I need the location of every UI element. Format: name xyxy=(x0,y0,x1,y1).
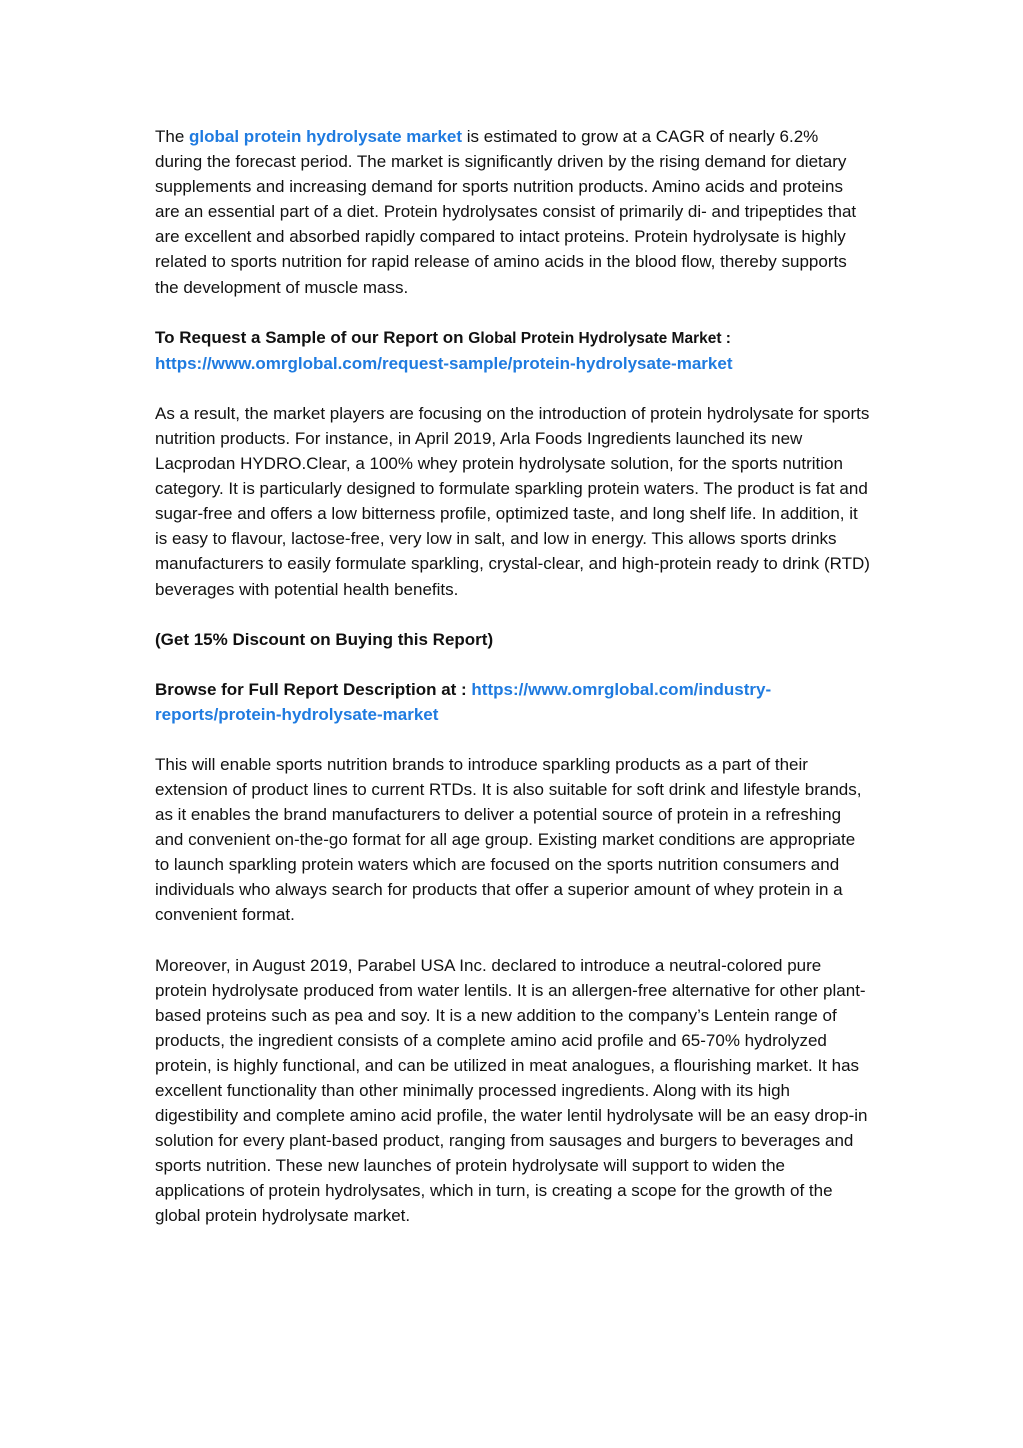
document-body xyxy=(155,124,870,1254)
intro-text-before: The xyxy=(155,127,190,146)
discount-line: (Get 15% Discount on Buying this Report) xyxy=(155,629,494,649)
full-report-link[interactable]: https://www.omrglobal.com/industry-reports/protein-hydrolysate-market xyxy=(155,679,772,724)
global-market-link[interactable]: global protein hydrolysate market xyxy=(189,127,463,146)
sample-request-link[interactable]: https://www.omrglobal.com/request-sample/protein-hydrolysate-market xyxy=(155,353,733,373)
parabel-paragraph: Moreover, in August 2019, Parabel USA Inc. declared to introduce a neutral-colored pure protein hydrolysate produced from water lentils. It is an allergen-free alternative for other plant-based proteins such as pea and soy. It is a new addition to the company’s Lentein range of products, the ingredient consists of a complete amino acid profile and 65-70% hydrolyzed protein, is highly functional, and can be utilized in meat analogues, a flourishing market. It has excellent functionality than other minimally processed ingredients. Along with its high digestibility and complete amino acid profile, the water lentil hydrolysate will be an easy drop-in solution for every plant-based product, ranging from sausages and burgers to beverages and sports nutrition. These new launches of protein hydrolysate will support to widen the applications of protein hydrolysates, which in turn, is creating a scope for the growth of the global protein hydrolysate market. xyxy=(155,955,868,1226)
intro-paragraph xyxy=(155,124,870,300)
sample-request-prefix: To Request a Sample of our Report on xyxy=(155,327,469,347)
intro-text-after: is estimated to grow at a CAGR of nearly 6.2% during the forecast period. The market is significantly driven by the rising demand for dietary supplements and increasing demand for sports nutrition products. Amino acids and proteins are an essential part of a diet. Protein hydrolysates consist of primarily di- and tripeptides that are excellent and absorbed rapidly compared to intact proteins. Protein hydrolysate is highly related to sports nutrition for rapid release of amino acids in the blood flow, thereby supports the development of muscle mass. xyxy=(155,127,857,297)
sample-request-paragraph xyxy=(155,325,870,376)
browse-paragraph xyxy=(155,677,870,727)
sample-report-name: Global Protein Hydrolysate Market : xyxy=(468,329,731,347)
market-players-paragraph: As a result, the market players are focusing on the introduction of protein hydrolysate for sports nutrition products. For instance, in April 2019, Arla Foods Ingredients launched its new Lacprodan HYDRO.Clear, a 100% whey protein hydrolysate solution, for the sports nutrition category. It is particularly designed to formulate sparkling protein waters. The product is fat and sugar-free and offers a low bitterness profile, optimized taste, and long shelf life. In addition, it is easy to flavour, lactose-free, very low in salt, and low in energy. This allows sports drinks manufacturers to easily formulate sparkling, crystal-clear, and high-protein ready to drink (RTD) beverages with potential health benefits. xyxy=(155,403,870,599)
sports-brands-paragraph: This will enable sports nutrition brands to introduce sparkling products as a part of their extension of product lines to current RTDs. It is also suitable for soft drink and lifestyle brands, as it enables the brand manufacturers to deliver a potential source of protein in a refreshing and convenient on-the-go format for all age group. Existing market conditions are appropriate to launch sparkling protein waters which are focused on the sports nutrition consumers and individuals who always search for products that offer a superior amount of whey protein in a convenient format. xyxy=(155,754,862,925)
browse-prefix: Browse for Full Report Description at : xyxy=(155,679,472,699)
